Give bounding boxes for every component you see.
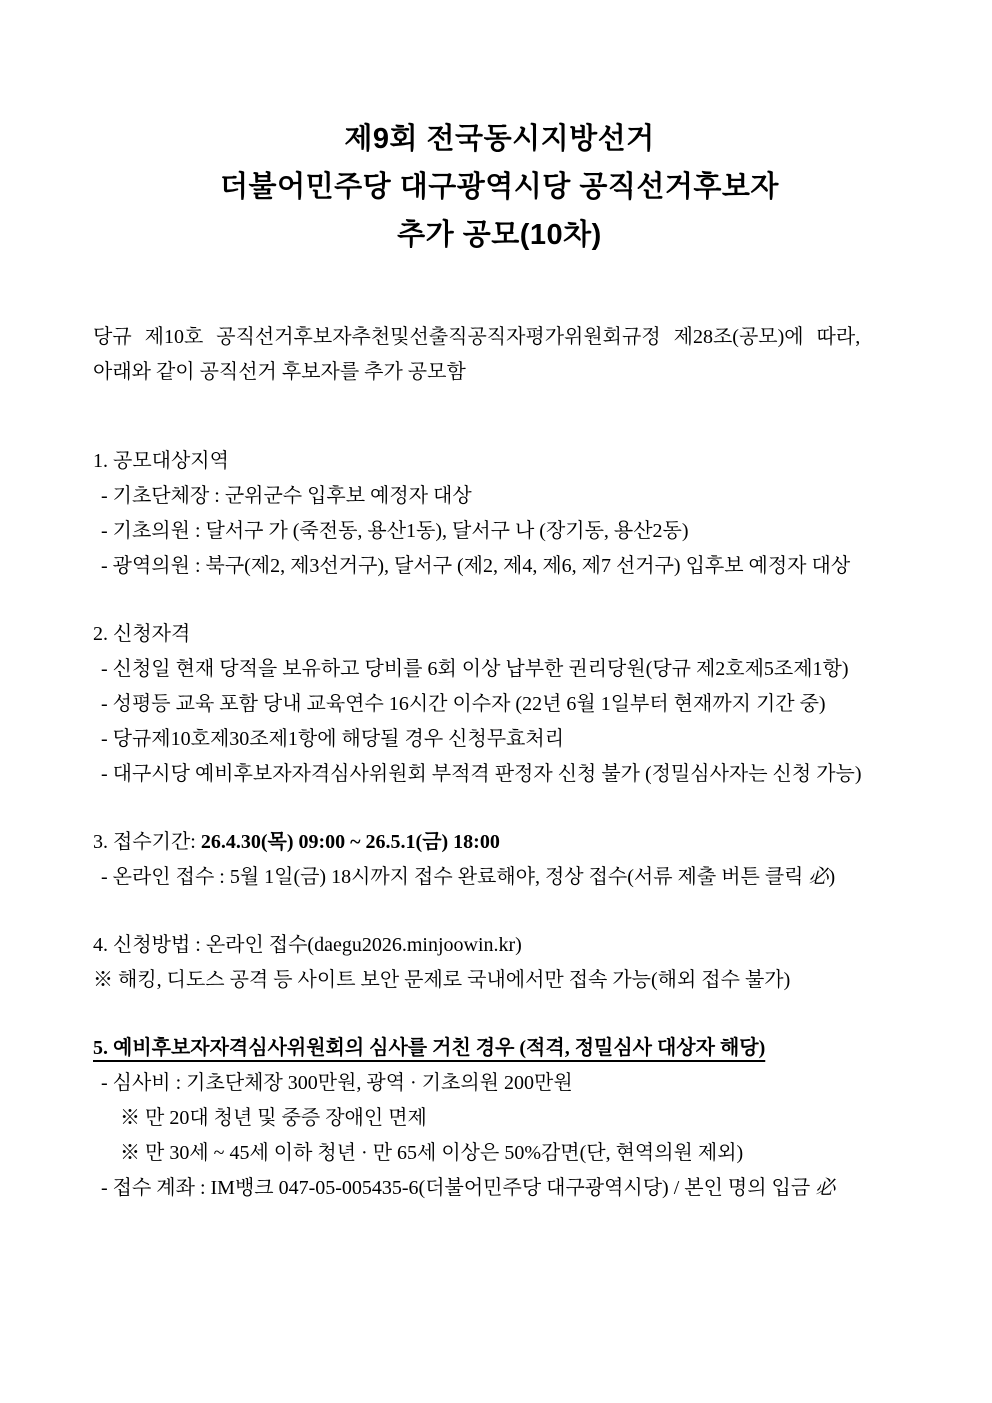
section-1-item-metro-council: - 광역의원 : 북구(제2, 제3선거구), 달서구 (제2, 제4, 제6, 제7 선거구) 입후보 예정자 대상 [101,555,851,577]
section-1-item-local-council: - 기초의원 : 달서구 가 (죽전동, 용산1동), 달서구 나 (장기동, 용산2동) [101,520,689,542]
section-5-note-exemption: ※ 만 20대 청년 및 중증 장애인 면제 [120,1107,427,1129]
section-4-heading: 4. 신청방법 : 온라인 접수(daegu2026.minjoowin.kr) [93,934,522,956]
section-application-method [93,928,906,998]
section-target-regions [93,444,906,584]
section-5-heading-text: 5. 예비후보자자격심사위원회의 심사를 거친 경우 (적격, 정밀심사 대상자 해당) [93,1037,766,1059]
section-3-item-text: - 온라인 접수 : 5월 1일(금) 18시까지 접수 완료해야, 정상 접수(서류 제출 버튼 클릭 [101,866,809,888]
section-1-item-local-government-head: - 기초단체장 : 군위군수 입후보 예정자 대상 [101,485,472,507]
section-5-item-bank-account [93,1171,906,1206]
section-5-account-text: - 접수 계좌 : IM뱅크 047-05-005435-6(더불어민주당 대구광역시당) / 본인 명의 입금 [101,1177,816,1199]
section-4-security-note: ※ 해킹, 디도스 공격 등 사이트 보안 문제로 국내에서만 접속 가능(해외 접수 불가) [93,969,791,991]
section-5-note-discount: ※ 만 30세 ~ 45세 이하 청년 · 만 65세 이상은 50%감면(단, 현역의원 제외) [120,1142,744,1164]
document-title [93,115,906,259]
section-3-item-online-deadline [93,860,906,895]
section-2-heading: 2. 신청자격 [93,623,191,645]
section-3-period-value: 26.4.30(목) 09:00 ~ 26.5.1(금) 18:00 [200,831,500,853]
intro-line-1: 당규 제10호 공직선거후보자추천및선출직공직자평가위원회규정 제28조(공모)에 따라, [93,326,861,348]
section-3-heading [93,825,906,860]
title-line-party: 더불어민주당 대구광역시당 공직선거후보자 [220,171,779,203]
title-line-election: 제9회 전국동시지방선거 [344,123,655,155]
section-2-item-disqualified: - 대구시당 예비후보자자격심사위원회 부적격 판정자 신청 불가 (정밀심사자는 신청 가능) [101,763,862,785]
section-3-required-mark: 必 [808,866,829,888]
intro-line-2: 아래와 같이 공직선거 후보자를 추가 공모함 [93,361,466,383]
section-3-heading-label: 3. 접수기간: [93,831,201,853]
title-line-round: 추가 공모(10차) [397,219,602,251]
section-application-period [93,825,906,895]
section-2-item-party-membership: - 신청일 현재 당적을 보유하고 당비를 6회 이상 납부한 권리당원(당규 제2호제5조제1항) [101,658,849,680]
section-1-heading: 1. 공모대상지역 [93,450,229,472]
section-2-item-invalid-case: - 당규제10호제30조제1항에 해당될 경우 신청무효처리 [101,728,565,750]
section-2-item-education: - 성평등 교육 포함 당내 교육연수 16시간 이수자 (22년 6월 1일부터 현재까지 기간 중) [101,693,826,715]
section-5-required-mark: 必 [815,1177,836,1199]
section-5-item-screening-fee: - 심사비 : 기초단체장 300만원, 광역 · 기초의원 200만원 [101,1072,573,1094]
section-screening-committee [93,1031,906,1206]
intro-paragraph [93,320,906,390]
section-3-item-close-paren: ) [828,866,836,888]
section-5-heading [93,1031,906,1066]
section-eligibility [93,617,906,792]
